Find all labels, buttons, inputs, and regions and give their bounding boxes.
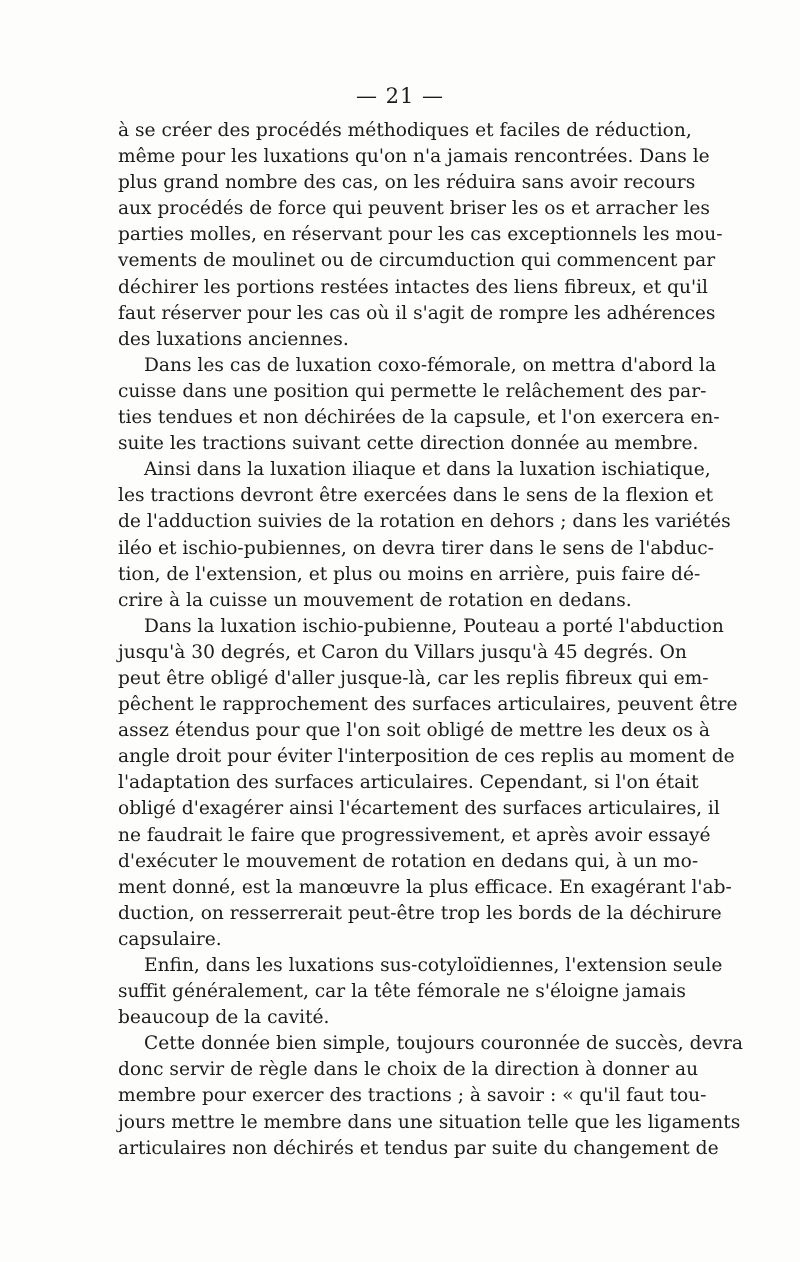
text-line: plus grand nombre des cas, on les réduira sans avoir recours <box>118 172 696 194</box>
paragraph <box>118 953 723 1031</box>
page-number: — 21 — <box>355 84 445 108</box>
text-line: pêchent le rapprochement des surfaces articulaires, peuvent être <box>118 694 738 716</box>
text-line: vements de moulinet ou de circumduction qui commencent par <box>118 250 716 272</box>
text-line: ne faudrait le faire que progressivement, et après avoir essayé <box>118 824 711 846</box>
text-line: capsulaire. <box>118 928 222 950</box>
text-line: iléo et ischio-pubiennes, on devra tirer dans le sens de l'abduc- <box>118 537 714 559</box>
text-line: assez étendus pour que l'on soit obligé de mettre les deux os à <box>118 720 710 742</box>
text-line: Dans les cas de luxation coxo-fémorale, on mettra d'abord la <box>144 354 717 376</box>
text-line: angle droit pour éviter l'interposition de ces replis au moment de <box>118 746 735 768</box>
text-line: même pour les luxations qu'on n'a jamais rencontrées. Dans le <box>118 146 710 168</box>
text-line: beaucoup de la cavité. <box>118 1007 330 1029</box>
text-line: les tractions devront être exercées dans le sens de la flexion et <box>118 485 714 507</box>
text-line: ment donné, est la manœuvre la plus efficace. En exagérant l'ab- <box>118 876 732 898</box>
text-line: déchirer les portions restées intactes des liens fibreux, et qu'il <box>118 276 708 298</box>
text-line: cuisse dans une position qui permette le relâchement des par- <box>118 380 707 402</box>
text-line: suite les tractions suivant cette direction donnée au membre. <box>118 433 699 455</box>
paragraph <box>118 1031 743 1161</box>
text-line: donc servir de règle dans le choix de la direction à donner au <box>118 1059 699 1081</box>
paragraph <box>118 457 731 614</box>
paragraph <box>118 614 738 953</box>
text-line: Dans la luxation ischio-pubienne, Pouteau a porté l'abduction <box>144 615 724 637</box>
text-line: suffit généralement, car la tête fémorale ne s'éloigne jamais <box>118 981 686 1003</box>
text-line: de l'adduction suivies de la rotation en dehors ; dans les variétés <box>118 511 731 533</box>
text-line: des luxations anciennes. <box>118 328 349 350</box>
text-line: faut réserver pour les cas où il s'agit de rompre les adhérences <box>118 302 716 324</box>
text-line: tion, de l'extension, et plus ou moins en arrière, puis faire dé- <box>118 563 701 585</box>
text-line: jours mettre le membre dans une situation telle que les ligaments <box>118 1111 741 1133</box>
text-line: obligé d'exagérer ainsi l'écartement des surfaces articulaires, il <box>118 798 720 820</box>
paragraph <box>118 353 720 457</box>
text-line: jusqu'à 30 degrés, et Caron du Villars jusqu'à 45 degrés. On <box>118 641 687 663</box>
text-line: membre pour exercer des tractions ; à savoir : « qu'il faut tou- <box>118 1085 707 1107</box>
text-line: Ainsi dans la luxation iliaque et dans la luxation ischiatique, <box>144 459 711 481</box>
text-line: Cette donnée bien simple, toujours couronnée de succès, devra <box>144 1033 743 1055</box>
text-line: d'exécuter le mouvement de rotation en dedans qui, à un mo- <box>118 850 699 872</box>
text-line: duction, on resserrerait peut-être trop les bords de la déchirure <box>118 902 722 924</box>
text-line: articulaires non déchirés et tendus par suite du changement de <box>118 1137 719 1159</box>
text-line: parties molles, en réservant pour les cas exceptionnels les mou- <box>118 224 723 246</box>
text-line: aux procédés de force qui peuvent briser les os et arracher les <box>118 198 710 220</box>
text-line: à se créer des procédés méthodiques et faciles de réduction, <box>118 120 692 141</box>
text-line: peut être obligé d'aller jusque-là, car les replis fibreux qui em- <box>118 667 709 689</box>
text-line: crire à la cuisse un mouvement de rotation en dedans. <box>118 589 632 611</box>
text-line: ties tendues et non déchirées de la capsule, et l'on exercera en- <box>118 407 720 429</box>
text-line: Enfin, dans les luxations sus-cotyloïdiennes, l'extension seule <box>144 955 723 976</box>
body-text <box>118 118 743 1162</box>
text-line: l'adaptation des surfaces articulaires. Cependant, si l'on était <box>118 772 699 794</box>
paragraph <box>118 118 723 353</box>
